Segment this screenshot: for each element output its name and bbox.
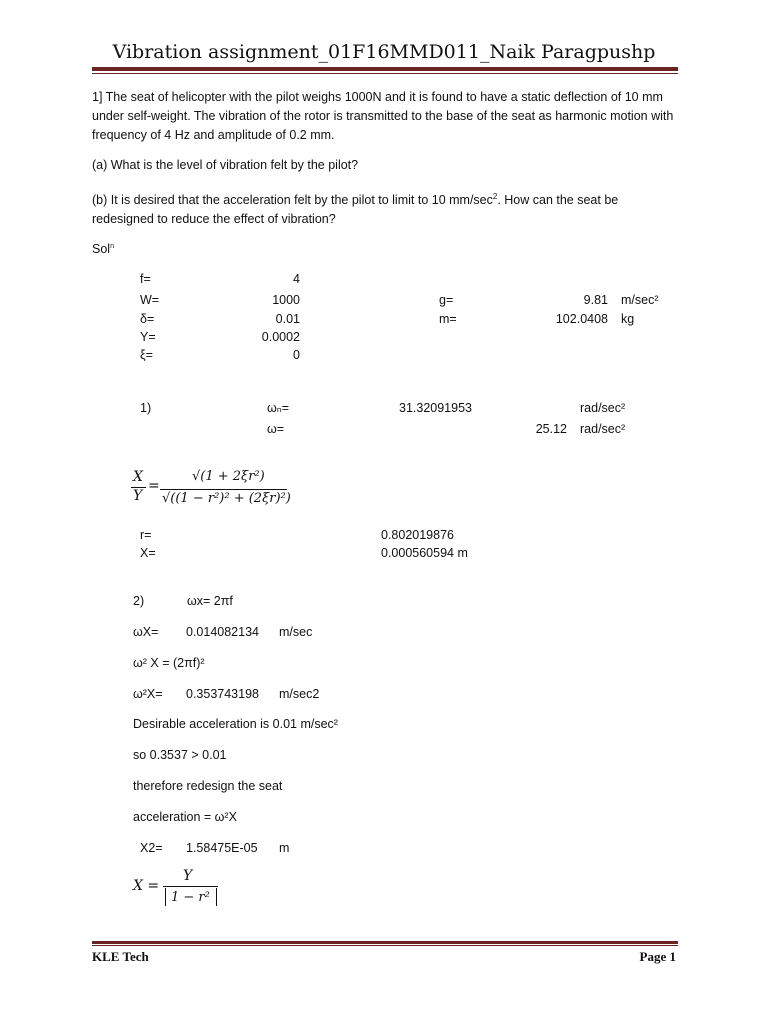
formula1-lhs-den: Y bbox=[133, 488, 143, 504]
formula1-num: √(1 + 2ξr²) bbox=[192, 469, 265, 484]
formula1-lhs-num: X bbox=[133, 469, 143, 485]
x2-unit: m bbox=[279, 841, 290, 855]
wn-value: 31.32091953 bbox=[399, 401, 472, 415]
wx-value: 0.014082134 bbox=[186, 625, 259, 639]
given-label: ξ= bbox=[140, 348, 153, 362]
m-unit: kg bbox=[621, 312, 635, 326]
wn-unit: rad/sec² bbox=[580, 401, 626, 415]
w2x-unit: m/sec2 bbox=[279, 687, 320, 701]
w-unit: rad/sec² bbox=[580, 422, 626, 436]
r-label: r= bbox=[140, 528, 152, 542]
x-label: X= bbox=[140, 546, 156, 560]
header-rule-thin bbox=[92, 73, 678, 74]
wn-label: ωₙ= bbox=[267, 401, 290, 415]
formula1-den: √((1 − r²)² + (2ξr)²) bbox=[162, 491, 291, 506]
g-label: g= bbox=[439, 293, 454, 307]
given-label: W= bbox=[140, 293, 160, 307]
w2x-label: ω²X= bbox=[133, 687, 163, 701]
given-label: Y= bbox=[140, 330, 156, 344]
formula2-lhs: X = bbox=[133, 878, 160, 894]
given-value: 0 bbox=[293, 348, 300, 362]
r-value: 0.802019876 bbox=[381, 528, 454, 542]
page-title: Vibration assignment_01F16MMD011_Naik Paragpushp bbox=[112, 41, 656, 63]
acceleration-text: acceleration = ω²X bbox=[133, 810, 237, 824]
x2-value: 1.58475E-05 bbox=[186, 841, 258, 855]
w2x-value: 0.353743198 bbox=[186, 687, 259, 701]
g-unit: m/sec² bbox=[621, 293, 659, 307]
formula1-eq: = bbox=[148, 478, 160, 494]
given-value: 0.01 bbox=[275, 312, 300, 326]
compare-text: so 0.3537 > 0.01 bbox=[133, 748, 227, 762]
wx-unit: m/sec bbox=[279, 625, 313, 639]
w-label: ω= bbox=[267, 422, 285, 436]
formula2-bar bbox=[163, 886, 218, 887]
footer-rule bbox=[92, 941, 678, 944]
given-value: 4 bbox=[293, 272, 300, 286]
question-paragraph: 1] The seat of helicopter with the pilot weighs 1000N and it is found to have a static deflection of 10 mm under self-weight. The vibration of the rotor is transmitted to the base of the seat as harmonic motion with frequency of 4 Hz and amplitude of 0.2 mm. bbox=[92, 90, 674, 142]
m-value: 102.0408 bbox=[555, 312, 608, 326]
given-label: f= bbox=[140, 272, 151, 286]
step2-text: ωx= 2πf bbox=[187, 594, 233, 608]
step2-label: 2) bbox=[133, 594, 145, 608]
footer-rule-thin bbox=[92, 945, 678, 946]
question-part-a: (a) What is the level of vibration felt by the pilot? bbox=[92, 158, 359, 172]
redesign-text: therefore redesign the seat bbox=[133, 779, 283, 793]
given-value: 1000 bbox=[272, 293, 300, 307]
question-part-b: (b) It is desired that the acceleration felt by the pilot to limit to 10 $mm/\sec^2$. How can the seat be redesigned to reduce the effect of vibration? bbox=[92, 192, 619, 227]
x2-label: X2= bbox=[140, 841, 163, 855]
footer-left: KLE Tech bbox=[92, 949, 149, 964]
w-value: 25.12 bbox=[535, 422, 567, 436]
wx-label: ωX= bbox=[133, 625, 159, 639]
header-rule bbox=[92, 67, 678, 71]
g-value: 9.81 bbox=[583, 293, 608, 307]
w2x-formula: ω² X = (2πf)² bbox=[133, 656, 205, 670]
formula2-den: 1 − r² bbox=[171, 890, 210, 905]
x-value: 0.000560594 m bbox=[381, 546, 468, 560]
given-label: δ= bbox=[140, 312, 155, 326]
step1-label: 1) bbox=[140, 401, 152, 415]
m-label: m= bbox=[439, 312, 457, 326]
formula2-num: Y bbox=[183, 868, 193, 884]
desirable-text: Desirable acceleration is 0.01 m/sec² bbox=[133, 717, 338, 731]
formula1-bar bbox=[160, 489, 287, 490]
page-number: Page 1 bbox=[639, 949, 676, 964]
solution-label: Sol$^n$ bbox=[92, 242, 114, 257]
given-value: 0.0002 bbox=[261, 330, 300, 344]
